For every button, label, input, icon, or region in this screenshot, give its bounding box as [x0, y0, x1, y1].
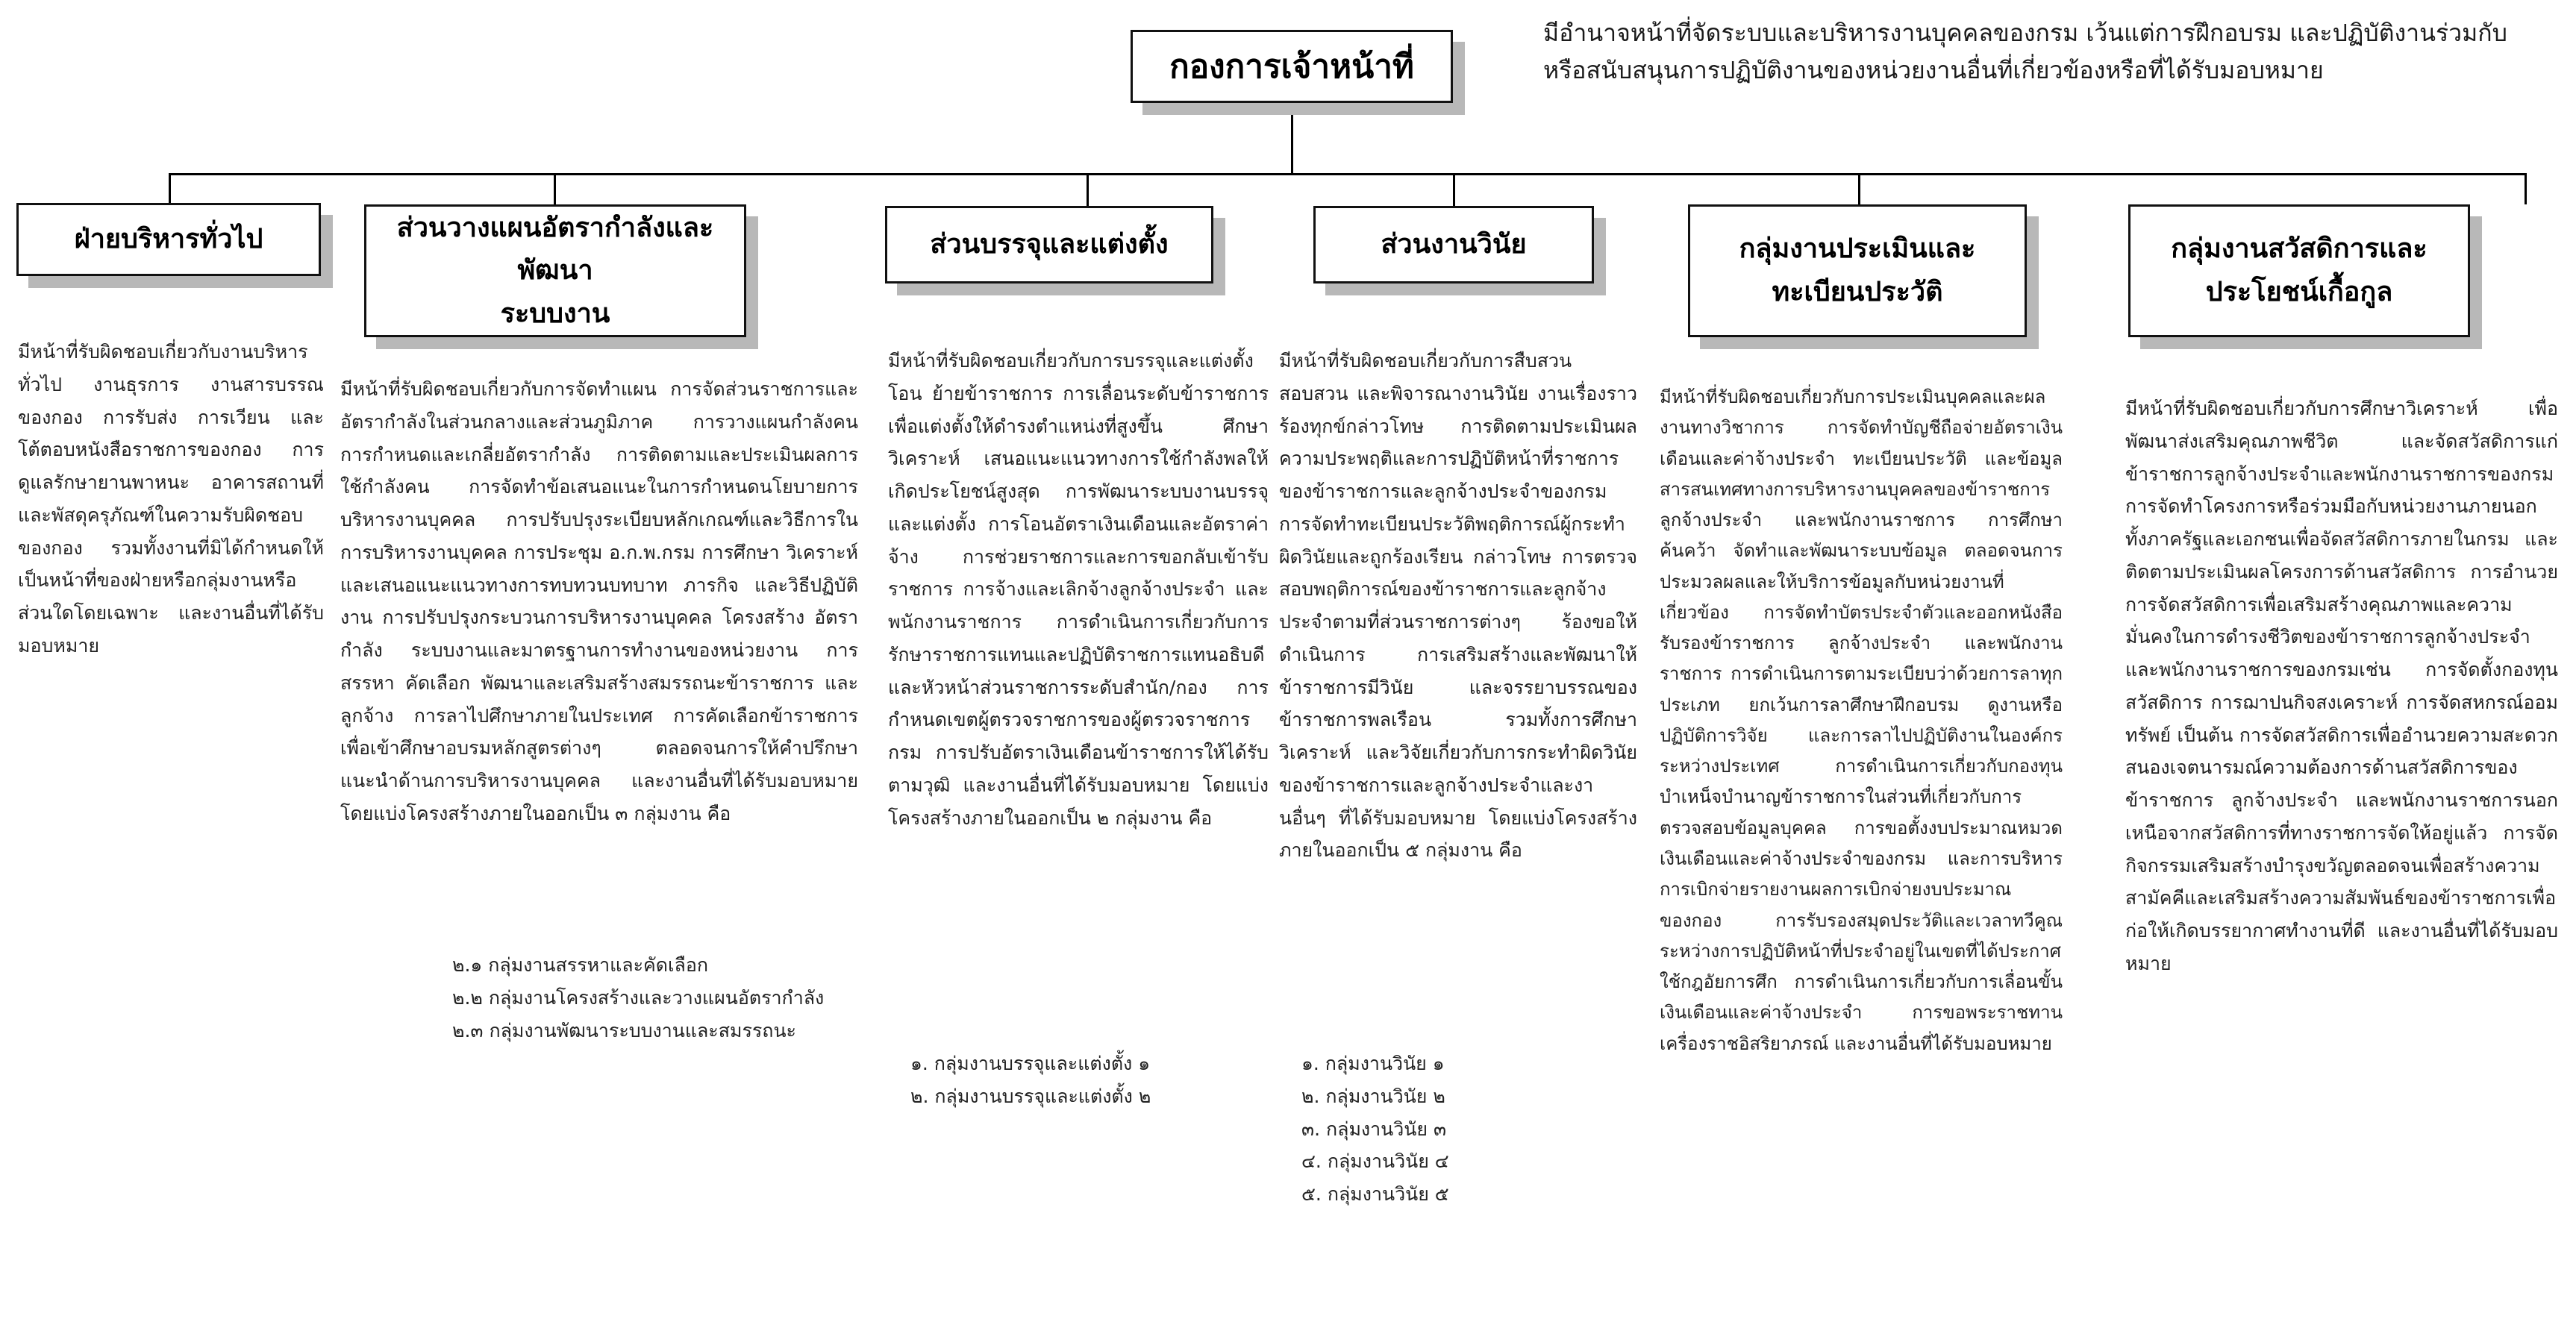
subunit-item: ๒.๒ กลุ่มงานโครงสร้างและวางแผนอัตรากำลัง [452, 986, 825, 1009]
dept-box-evaluation-records [1688, 204, 2027, 337]
dept-box-recruitment [885, 206, 1213, 283]
dept-title: ส่วนบรรจุและแต่งตั้ง [930, 229, 1169, 260]
dept-description-evaluation-records [1660, 382, 2063, 1059]
dept-connector-5 [1858, 173, 1860, 204]
description-text: มีหน้าที่รับผิดชอบเกี่ยวกับงานบริหารทั่วไป งานธุรการ งานสารบรรณของกอง การรับส่ง การเวียน และโต้ตอบหนังสือราชการของกอง การดูแลรักษายานพาหนะ อาคารสถานที่ และพัสดุครุภัณฑ์ในความรับผิดชอบของกอง รวมทั้งงานที่มิได้กำหนดให้เป็นหน้าที่ของฝ่ายหรือกลุ่มงานหรือส่วนใดโดยเฉพาะ และงานอื่นที่ได้รับมอบหมาย [18, 341, 324, 657]
dept-connector-1 [169, 173, 171, 203]
dept-title-line2: ประโยชน์เกื้อกูล [2205, 277, 2393, 307]
horizontal-bus [169, 173, 2526, 175]
dept-title-line1: ส่วนวางแผนอัตรากำลังและพัฒนา [396, 212, 714, 286]
top-org-description: มีอำนาจหน้าที่จัดระบบและบริหารงานบุคคลของกรม เว้นแต่การฝึกอบรม และปฏิบัติงานร่วมกับหรือสนับสนุนการปฏิบัติงานของหน่วยงานอื่นที่เกี่ยวข้องหรือที่ได้รับมอบหมาย [1543, 19, 2507, 84]
top-org-box [1131, 30, 1453, 103]
description-text: มีหน้าที่รับผิดชอบเกี่ยวกับการศึกษาวิเคราะห์ เพื่อพัฒนาส่งเสริมคุณภาพชีวิต และจัดสวัสดิการแก่ข้าราชการลูกจ้างประจำและพนักงานราชการของกรม การจัดทำโครงการหรือร่วมมือกับหน่วยงานภายนอกทั้งภาครัฐและเอกชนเพื่อจัดสวัสดิการภายในกรม และติดตามประเมินผลโครงการด้านสวัสดิการ การอำนวยการจัดสวัสดิการเพื่อเสริมสร้างคุณภาพและความมั่นคงในการดำรงชีวิตของข้าราชการลูกจ้างประจำ และพนักงานราชการของกรมเช่น การจัดตั้งกองทุนสวัสดิการ การฌาปนกิจสงเคราะห์ การจัดสหกรณ์ออมทรัพย์ เป็นต้น การจัดสวัสดิการเพื่ออำนวยความสะดวกสนองเจตนารมณ์ความต้องการด้านสวัสดิการของข้าราชการ ลูกจ้างประจำ และพนักงานราชการนอกเหนือจากสวัสดิการที่ทางราชการจัดให้อยู่แล้ว การจัดกิจกรรมเสริมสร้างบำรุงขวัญตลอดจนเพื่อสร้างความสามัคคีและเสริมสร้างความสัมพันธ์ของข้าราชการเพื่อก่อให้เกิดบรรยากาศทำงานที่ดี และงานอื่นที่ได้รับมอบหมาย [2125, 398, 2558, 974]
dept-description-general-admin [18, 336, 324, 662]
top-connector [1291, 101, 1293, 175]
dept-description-workforce-planning [340, 373, 858, 830]
dept-description-recruitment [888, 345, 1269, 834]
subunit-list-recruitment [910, 1047, 1151, 1113]
subunit-item: ๑. กลุ่มงานบรรจุและแต่งตั้ง ๑ [910, 1053, 1151, 1074]
subunit-item: ๑. กลุ่มงานวินัย ๑ [1301, 1053, 1445, 1074]
dept-box-welfare [2128, 204, 2470, 337]
subunit-item: ๒.๑ กลุ่มงานสรรหาและคัดเลือก [452, 954, 708, 976]
dept-connector-3 [1087, 173, 1089, 206]
description-text: มีหน้าที่รับผิดชอบเกี่ยวกับการจัดทำแผน การจัดส่วนราชการและอัตรากำลังในส่วนกลางและส่วนภูมิภาค การวางแผนกำลังคน การกำหนดและเกลี่ยอัตรากำลัง การติดตามและประเมินผลการใช้กำลังคน การจัดทำข้อเสนอแนะในการกำหนดนโยบายการบริหารงานบุคคล การปรับปรุงระเบียบหลักเกณฑ์และวิธีการในการบริหารงานบุคคล การประชุม อ.ก.พ.กรม การศึกษา วิเคราะห์ และเสนอแนะแนวทางการทบทวนบทบาท ภารกิจ และวิธีปฏิบัติงาน การปรับปรุงกระบวนการบริหารงานบุคคล โครงสร้าง อัตรากำลัง ระบบงานและมาตรฐานการทำงานของหน่วยงาน การสรรหา คัดเลือก พัฒนาและเสริมสร้างสมรรถนะข้าราชการ และลูกจ้าง การลาไปศึกษาภายในประเทศ การคัดเลือกข้าราชการเพื่อเข้าศึกษาอบรมหลักสูตรต่างๆ ตลอดจนการให้คำปรึกษาแนะนำด้านการบริหารงานบุคคล และงานอื่นที่ได้รับมอบหมาย โดยแบ่งโครงสร้างภายในออกเป็น ๓ กลุ่มงาน คือ [340, 378, 858, 824]
description-text: มีหน้าที่รับผิดชอบเกี่ยวกับการประเมินบุคคลและผลงานทางวิชาการ การจัดทำบัญชีถือจ่ายอัตราเงินเดือนและค่าจ้างประจำ ทะเบียนประวัติ และข้อมูลสารสนเทศทางการบริหารงานบุคคลของข้าราชการ ลูกจ้างประจำ และพนักงานราชการ การศึกษา ค้นคว้า จัดทำและพัฒนาระบบข้อมูล ตลอดจนการประมวลผลและให้บริการข้อมูลกับหน่วยงานที่เกี่ยวข้อง การจัดทำบัตรประจำตัวและออกหนังสือรับรองข้าราชการ ลูกจ้างประจำ และพนักงานราชการ การดำเนินการตามระเบียบว่าด้วยการลาทุกประเภท ยกเว้นการลาศึกษาฝึกอบรม ดูงานหรือปฏิบัติการวิจัย และการลาไปปฏิบัติงานในองค์กรระหว่างประเทศ การดำเนินการเกี่ยวกับกองทุนบำเหน็จบำนาญข้าราชการในส่วนที่เกี่ยวกับการตรวจสอบข้อมูลบุคคล การขอตั้งงบประมาณหมวดเงินเดือนและค่าจ้างประจำของกรม และการบริหารการเบิกจ่ายรายงานผลการเบิกจ่ายงบประมาณของกอง การรับรองสมุดประวัติและเวลาทวีคูณระหว่างการปฏิบัติหน้าที่ประจำอยู่ในเขตที่ได้ประกาศใช้กฎอัยการศึก การดำเนินการเกี่ยวกับการเลื่อนขั้นเงินเดือนและค่าจ้างประจำ การขอพระราชทานเครื่องราชอิสริยาภรณ์ และงานอื่นที่ได้รับมอบหมาย [1660, 386, 2063, 1054]
dept-connector-6 [2525, 173, 2527, 204]
subunit-item: ๒.๓ กลุ่มงานพัฒนาระบบงานและสมรรถนะ [452, 1019, 796, 1041]
dept-title-line1: กลุ่มงานประเมินและ [1739, 234, 1976, 265]
subunit-item: ๒. กลุ่มงานบรรจุและแต่งตั้ง ๒ [910, 1085, 1151, 1107]
dept-box-workforce-planning [364, 204, 746, 337]
dept-box-general-admin [16, 203, 321, 276]
dept-connector-4 [1453, 173, 1455, 206]
top-org-title: กองการเจ้าหน้าที่ [1169, 48, 1414, 86]
subunit-list-discipline [1301, 1047, 1449, 1211]
subunit-item: ๔. กลุ่มงานวินัย ๔ [1301, 1150, 1449, 1173]
dept-description-discipline [1279, 345, 1637, 867]
subunit-item: ๕. กลุ่มงานวินัย ๕ [1301, 1183, 1449, 1205]
dept-connector-2 [554, 173, 556, 204]
dept-title: ฝ่ายบริหารทั่วไป [74, 224, 263, 255]
dept-title-line2: ทะเบียนประวัติ [1772, 277, 1943, 307]
dept-title-line1: กลุ่มงานสวัสดิการและ [2171, 234, 2427, 265]
subunit-list-workforce-planning [452, 949, 824, 1047]
dept-title: ส่วนงานวินัย [1381, 229, 1527, 260]
description-text: มีหน้าที่รับผิดชอบเกี่ยวกับการบรรจุและแต่งตั้ง โอน ย้ายข้าราชการ การเลื่อนระดับข้าราชการเพื่อแต่งตั้งให้ดำรงตำแหน่งที่สูงขึ้น ศึกษาวิเคราะห์ เสนอแนะแนวทางการใช้กำลังพลให้เกิดประโยชน์สูงสุด การพัฒนาระบบงานบรรจุและแต่งตั้ง การโอนอัตราเงินเดือนและอัตราค่าจ้าง การช่วยราชการและการขอกลับเข้ารับราชการ การจ้างและเลิกจ้างลูกจ้างประจำ และพนักงานราชการ การดำเนินการเกี่ยวกับการรักษาราชการแทนและปฏิบัติราชการแทนอธิบดีและหัวหน้าส่วนราชการระดับสำนัก/กอง การกำหนดเขตผู้ตรวจราชการของผู้ตรวจราชการกรม การปรับอัตราเงินเดือนข้าราชการให้ได้รับตามวุฒิ และงานอื่นที่ได้รับมอบหมาย โดยแบ่งโครงสร้างภายในออกเป็น ๒ กลุ่มงาน คือ [888, 350, 1269, 829]
description-text: มีหน้าที่รับผิดชอบเกี่ยวกับการสืบสวน สอบสวน และพิจารณางานวินัย งานเรื่องราวร้องทุกข์กล่าวโทษ การติดตามประเมินผลความประพฤติและการปฏิบัติหน้าที่ราชการของข้าราชการและลูกจ้างประจำของกรม การจัดทำทะเบียนประวัติพฤติการณ์ผู้กระทำผิดวินัยและถูกร้องเรียน กล่าวโทษ การตรวจสอบพฤติการณ์ของข้าราชการและลูกจ้างประจำตามที่ส่วนราชการต่างๆ ร้องขอให้ดำเนินการ การเสริมสร้างและพัฒนาให้ข้าราชการมีวินัย และจรรยาบรรณของข้าราชการพลเรือน รวมทั้งการศึกษา วิเคราะห์ และวิจัยเกี่ยวกับการกระทำผิดวินัยของข้าราชการและลูกจ้างประจำและงานอื่นๆ ที่ได้รับมอบหมาย โดยแบ่งโครงสร้างภายในออกเป็น ๕ กลุ่มงาน คือ [1279, 350, 1637, 862]
dept-description-welfare [2125, 392, 2558, 980]
dept-title-line2: ระบบงาน [500, 298, 610, 329]
subunit-item: ๒. กลุ่มงานวินัย ๒ [1301, 1085, 1445, 1107]
dept-box-discipline [1313, 206, 1594, 283]
subunit-item: ๓. กลุ่มงานวินัย ๓ [1301, 1118, 1447, 1140]
